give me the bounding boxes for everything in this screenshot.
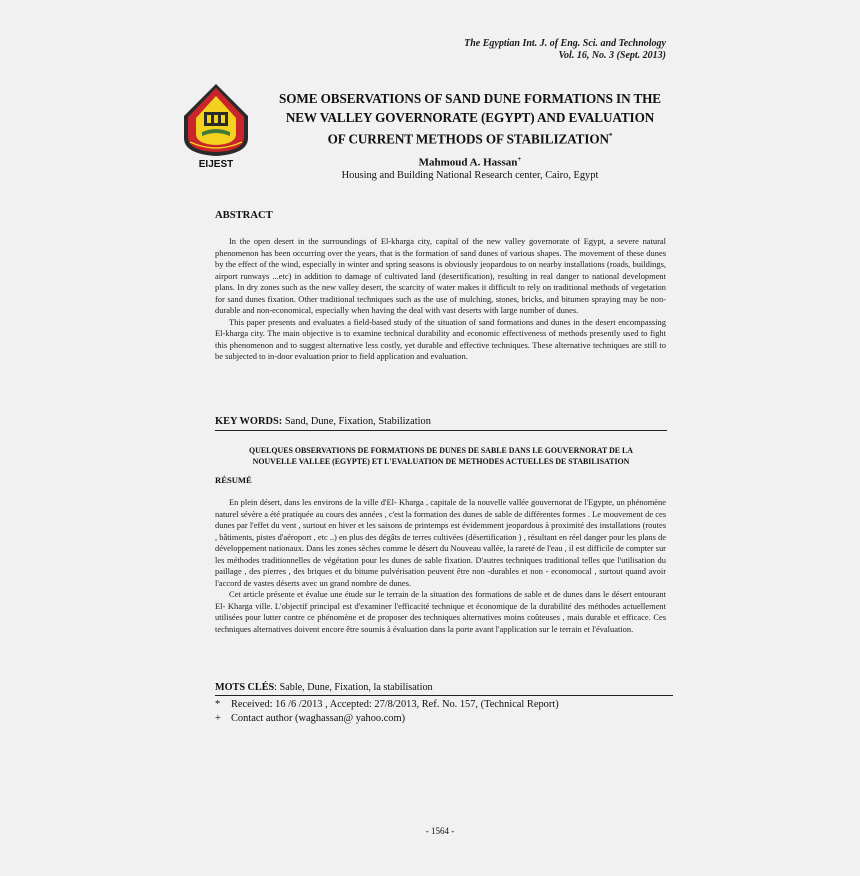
title-line-1: SOME OBSERVATIONS OF SAND DUNE FORMATIONS IN THE bbox=[279, 91, 661, 106]
keywords-value: Sand, Dune, Fixation, Stabilization bbox=[282, 416, 431, 427]
resume-paragraph-1: En plein désert, dans les environs de la ville d'El- Kharga , capitale de la nouvelle vallée gouvernorat de l'Egypte, un phénomène naturel sévère a été pratiquée au cours des années , c'est la formation des dunes de sable de différentes formes . Le mouvement de ces dunes par l'effet du vent , surtout en hiver et les saisons de printemps est évidemment jeopardous à proximité des installations (routes , bâtiments, pistes d'aéroport , etc ..) en plus des dégâts de terres cultivées (désertification ) , résultant en réel danger pour les plans de développement nationaux. Dans les zones sèches comme le désert du Nouveau vallée, la rareté de l'eau , il est difficile de compter sur les méthodes traditionnelles de végétation pour les dunes de sable fixation. D'autres techniques traditional telles que l'utilisation du paillage , des pierres , des briques et du bitume pulvérisation peuvent être non -durables et non - economocal , surtout quand avoir l'accord de vastes déserts avec un grand nombre de dunes. bbox=[215, 497, 666, 588]
keywords-label: KEY WORDS: bbox=[215, 416, 283, 427]
footnote-mark: * bbox=[215, 699, 221, 710]
resume-paragraph-2: Cet article présente et évalue une étude sur le terrain de la situation des formations de sable et de dunes dans le désert entourant El- Kharga ville. L'objectif principal est d'examiner l'efficacité technique et économique de la durabilité des méthodes actuellement utilisées pour lutter contre ce phénomène et de proposer des techniques alternatives moins coûteuses , mais durable et efficace. Ces techniques alternatives doivent encore être soumis à évaluation dans la porte avant l'application sur le terrain et l'évaluation. bbox=[215, 589, 666, 634]
title-footnote-mark: * bbox=[608, 132, 613, 140]
keywords bbox=[215, 416, 667, 431]
french-title bbox=[215, 445, 667, 467]
author-name: Mahmoud A. Hassan+ bbox=[418, 155, 522, 169]
page-number: - 1564 - bbox=[425, 826, 455, 836]
university-seal-icon bbox=[180, 82, 252, 158]
mots-cles bbox=[215, 682, 673, 696]
footnote-text: Contact author (waghassan@ yahoo.com) bbox=[231, 713, 406, 724]
french-title-line-2: NOUVELLE VALLEE (EGYPTE) ET L'EVALUATION DE METHODES ACTUELLES DE STABILISATION bbox=[252, 457, 630, 466]
french-title-line-1: QUELQUES OBSERVATIONS DE FORMATIONS DE DUNES DE SABLE DANS LE GOUVERNORAT DE LA bbox=[249, 446, 633, 455]
title-line-2: NEW VALLEY GOVERNORATE (EGYPT) AND EVALUATION bbox=[285, 110, 655, 125]
title-line-3: OF CURRENT METHODS OF STABILIZATION* bbox=[327, 131, 613, 147]
resume-body bbox=[215, 497, 666, 635]
journal-volume: Vol. 16, No. 3 (Sept. 2013) bbox=[558, 50, 666, 61]
mots-cles-label: MOTS CLÉS bbox=[215, 682, 275, 693]
footnote-contact bbox=[215, 712, 675, 726]
footnote-text: Received: 16 /6 /2013 , Accepted: 27/8/2013, Ref. No. 157, (Technical Report) bbox=[231, 699, 559, 710]
abstract-heading: ABSTRACT bbox=[215, 210, 273, 221]
author-footnote-mark: + bbox=[517, 155, 522, 163]
abstract-body bbox=[215, 236, 666, 363]
paper-title bbox=[258, 89, 682, 148]
author-affiliation: Housing and Building National Research center, Cairo, Egypt bbox=[341, 170, 599, 181]
journal-header bbox=[464, 38, 666, 62]
journal-logo bbox=[180, 82, 252, 180]
footnote-received bbox=[215, 698, 675, 712]
abstract-paragraph-2: This paper presents and evaluates a field-based study of the situation of sand formations and dunes in the desert encompassing El-kharga city. The main objective is to examine technical durability and economic effectiveness of methods presently used to fight this phenomenon and to suggest alternative less costly, yet durable and effective techniques. These alternative techniques are still to be subjected to in-door evaluation prior to field application and evaluation. bbox=[215, 316, 666, 361]
footnote-mark: + bbox=[215, 713, 221, 724]
journal-name: The Egyptian Int. J. of Eng. Sci. and Technology bbox=[464, 38, 666, 49]
abstract-paragraph-1: In the open desert in the surroundings of El-kharga city, capital of the new valley governorate of Egypt, a severe natural phenomenon has been occurring over the years, that is the formation of sand dunes of various shapes. The movement of these dunes by the effect of the wind, especially in winter and spring seasons is obviously jeopardous to on nearby installations (roads, buildings, airport runways ...etc) in addition to damage of cultivated land (desertification), resulting in real danger to national development plans. In dry zones such as the new valley desert, the scarcity of water makes it difficult to rely on traditional methods of vegetation for sand dunes fixation. Other traditional techniques such as the use of mulching, stones, bricks, and bitumen spraying may be non-durable and non-economical, especially when having the deal with vast deserts with large number of dunes. bbox=[215, 236, 666, 315]
mots-cles-value: : Sable, Dune, Fixation, la stabilisation bbox=[274, 682, 433, 693]
resume-heading: RÉSUMÉ bbox=[215, 475, 252, 485]
logo-label: EIJEST bbox=[198, 159, 234, 170]
footnotes bbox=[215, 698, 675, 726]
